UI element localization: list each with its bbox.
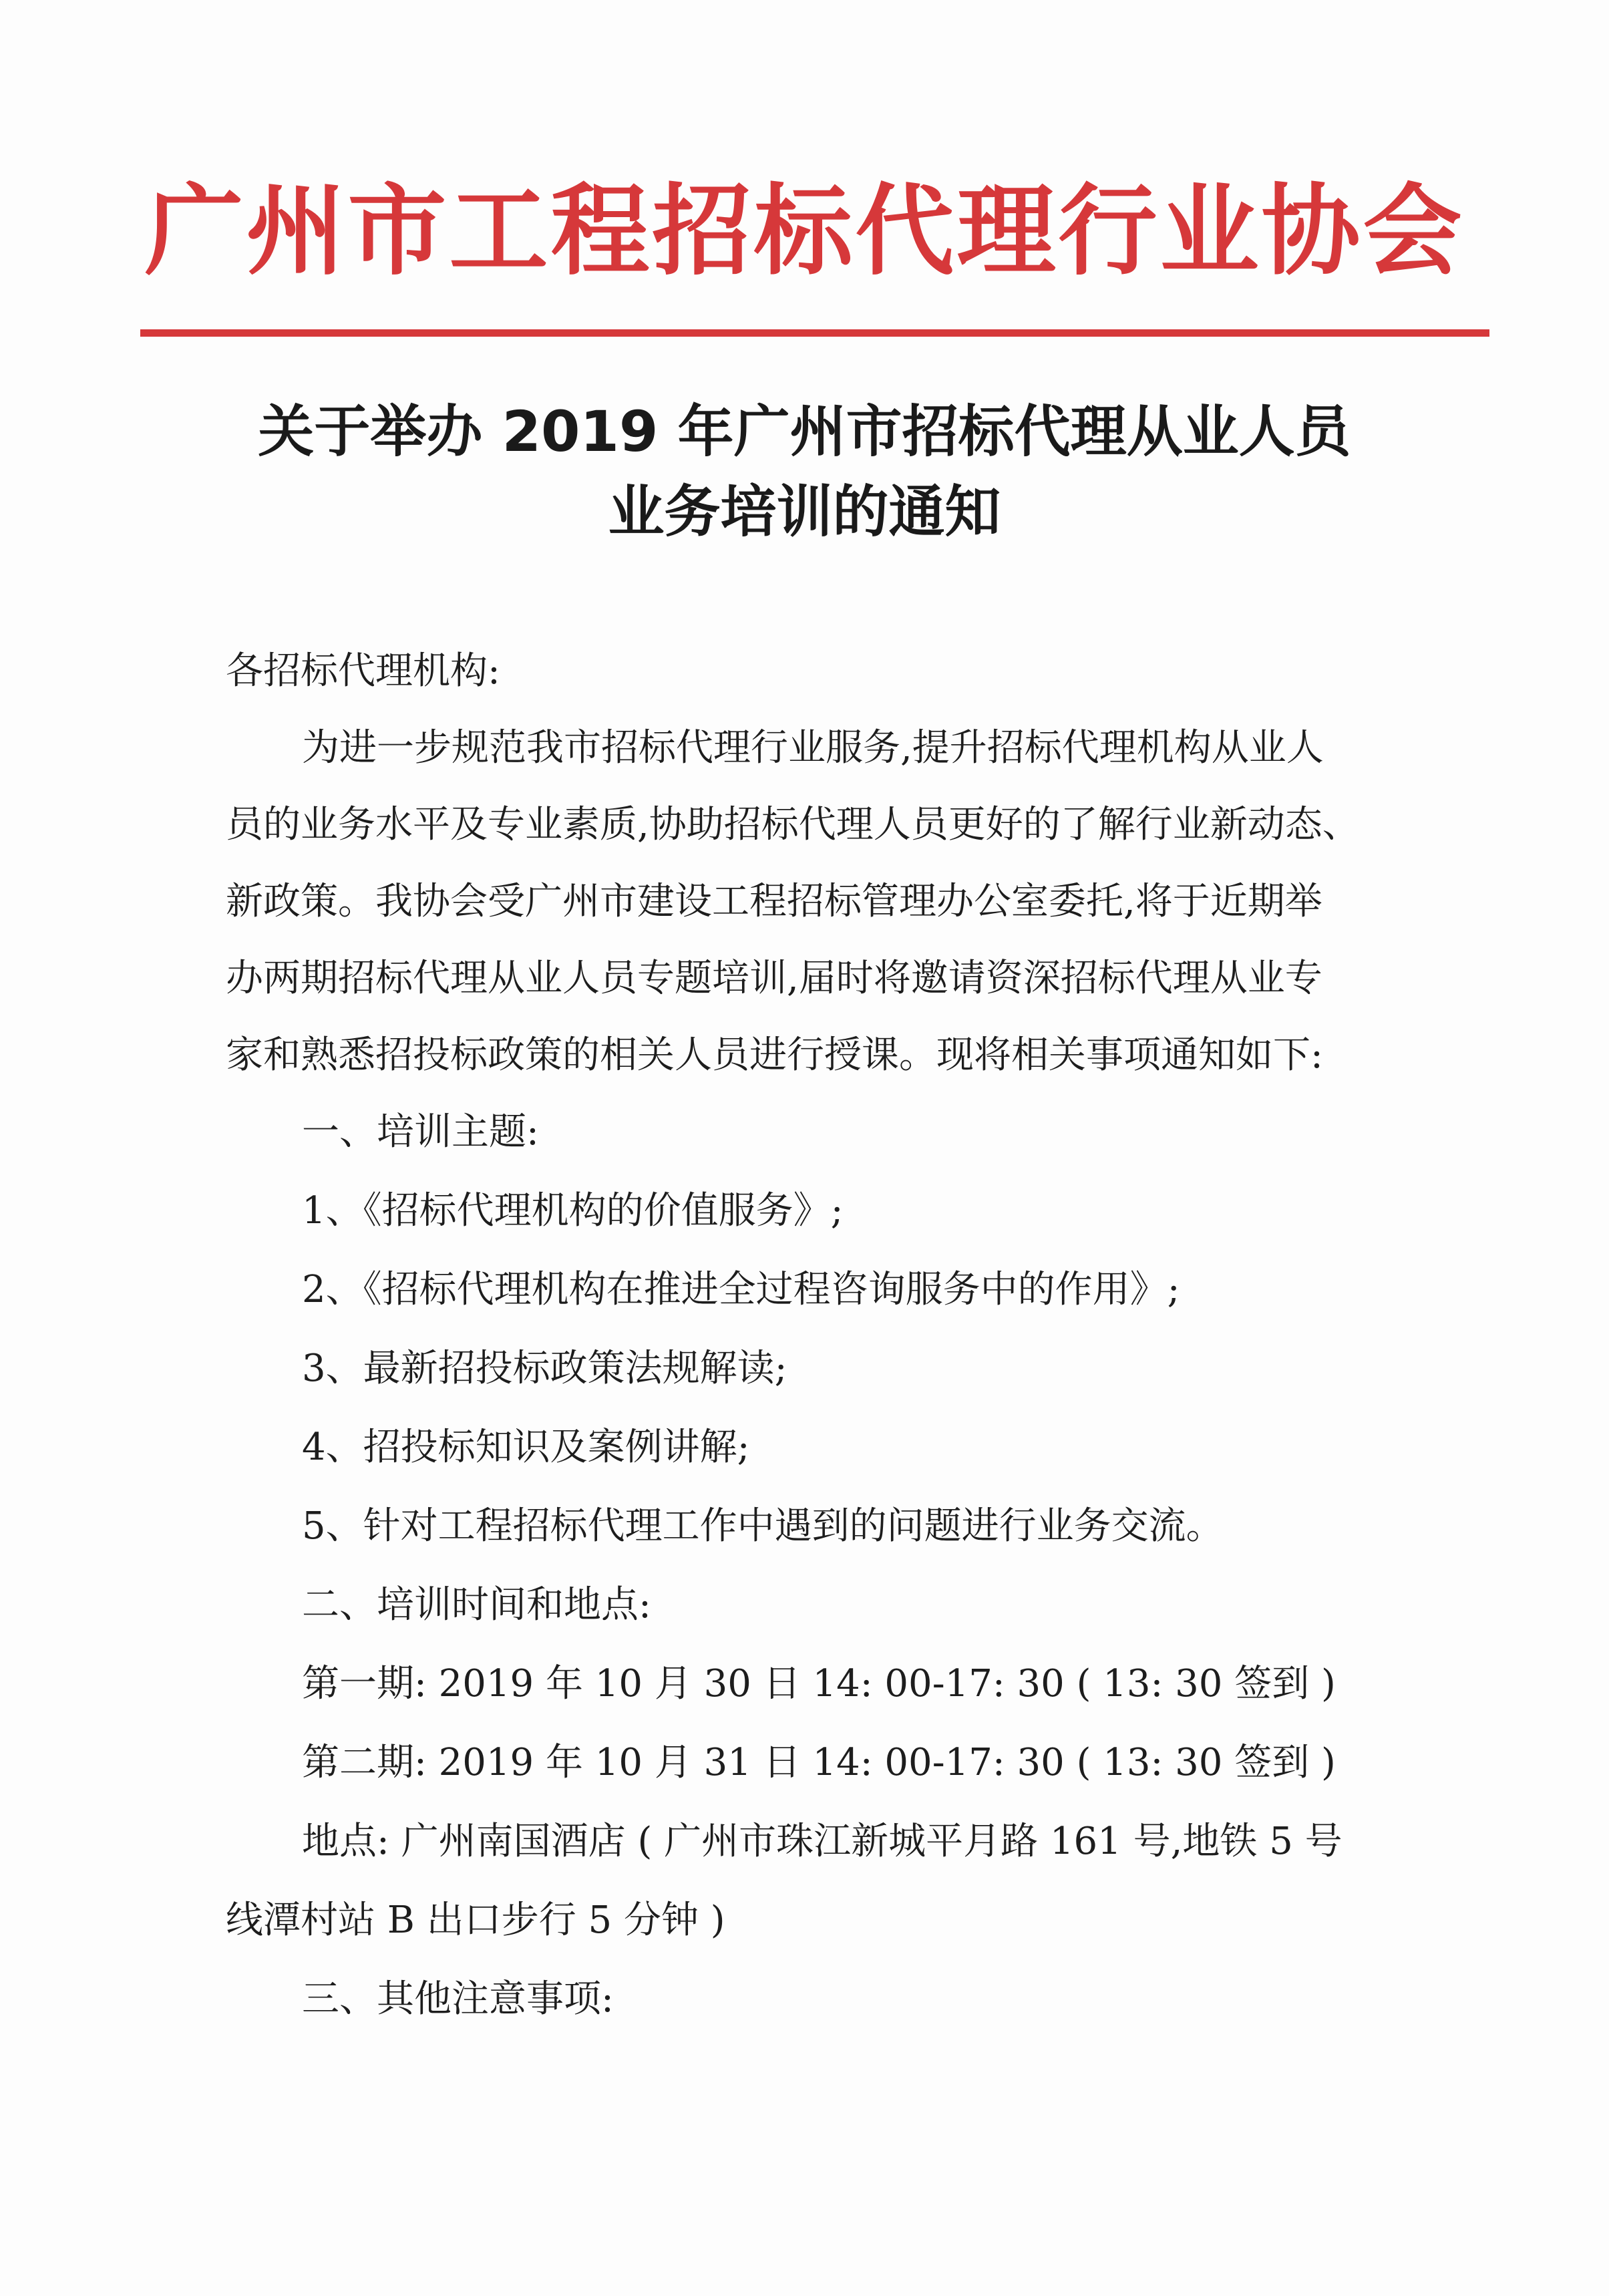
topic-item: 3、最新招投标政策法规解读;	[302, 1347, 787, 1390]
section-heading-other-notes: 三、其他注意事项:	[302, 1977, 614, 2021]
topic-item: 2、《招标代理机构在推进全过程咨询服务中的作用》;	[302, 1268, 1180, 1311]
topic-item: 5、针对工程招标代理工作中遇到的问题进行业务交流。	[302, 1504, 1224, 1548]
location-line: 地点: 广州南国酒店 ( 广州市珠江新城平月路 161 号,地铁 5 号	[302, 1820, 1343, 1863]
session-item: 第二期: 2019 年 10 月 31 日 14: 00-17: 30 ( 13: 30 签到 )	[302, 1741, 1336, 1784]
topic-item: 4、招投标知识及案例讲解;	[302, 1426, 750, 1469]
header-divider	[140, 329, 1489, 337]
organization-header: 广州市工程招标代理行业协会	[144, 172, 1465, 289]
salutation: 各招标代理机构:	[226, 649, 500, 693]
section-heading-topics: 一、培训主题:	[302, 1110, 539, 1154]
notice-title-line-2: 业务培训的通知	[608, 479, 1001, 544]
session-item: 第一期: 2019 年 10 月 30 日 14: 00-17: 30 ( 13: 30 签到 )	[302, 1662, 1336, 1705]
intro-line: 家和熟悉招投标政策的相关人员进行授课。现将相关事项通知如下:	[226, 1033, 1323, 1077]
intro-line: 办两期招标代理从业人员专题培训,届时将邀请资深招标代理从业专	[226, 957, 1322, 1000]
location-line: 线潭村站 B 出口步行 5 分钟 )	[226, 1899, 725, 1942]
topic-item: 1、《招标代理机构的价值服务》;	[302, 1189, 844, 1233]
intro-line: 为进一步规范我市招标代理行业服务,提升招标代理机构从业人	[302, 726, 1324, 770]
notice-title-line-1: 关于举办 2019 年广州市招标代理从业人员	[258, 399, 1351, 464]
intro-line: 新政策。我协会受广州市建设工程招标管理办公室委托,将于近期举	[226, 880, 1322, 923]
intro-line: 员的业务水平及专业素质,协助招标代理人员更好的了解行业新动态、	[226, 803, 1360, 846]
section-heading-time-location: 二、培训时间和地点:	[302, 1583, 651, 1627]
